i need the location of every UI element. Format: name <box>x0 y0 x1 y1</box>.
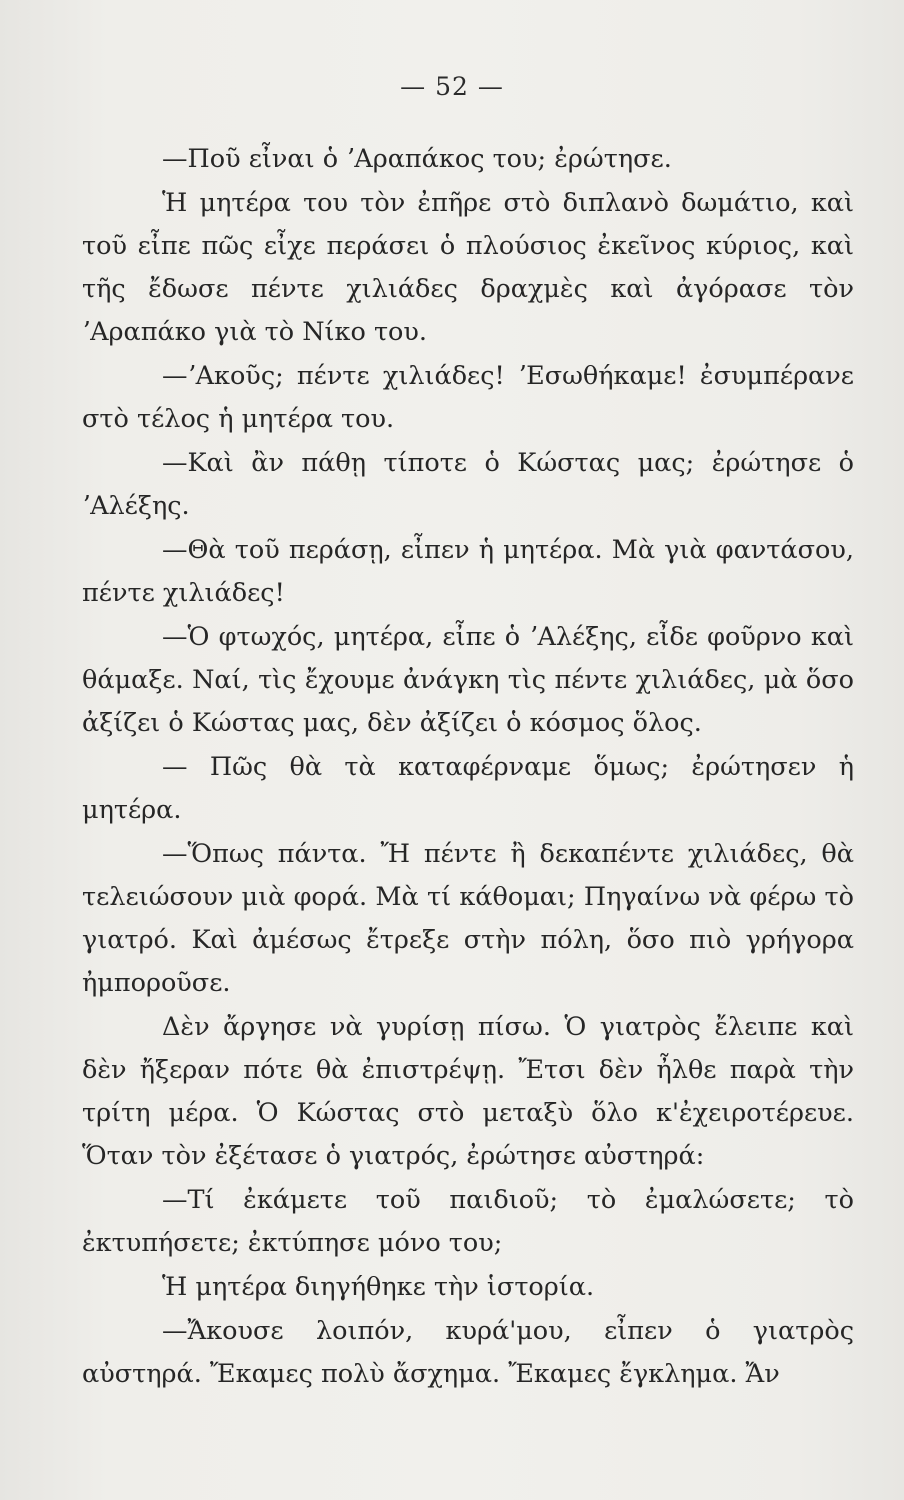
paragraph: —Τί ἐκάμετε τοῦ παιδιοῦ; τὸ ἐμαλώσετε; τὸ ἐκτυπήσετε; ἐκτύπησε μόνο του; <box>82 1185 854 1258</box>
paragraph: —Ὁ φτωχός, μητέρα, εἶπε ὁ ʼΑλέξης, εἶδε φοῦρνο καὶ θάμαξε. Ναί, τὶς ἔχουμε ἀνάγκη τὶς πέντε χιλιάδες, μὰ ὅσο ἀξίζει ὁ Κώστας μας, δὲν ἀξίζει ὁ κόσμος ὅλος. <box>82 622 854 738</box>
paragraph: Δὲν ἄργησε νὰ γυρίσῃ πίσω. Ὁ γιατρὸς ἔλειπε καὶ δὲν ἤξεραν πότε θὰ ἐπιστρέψῃ. Ἔτσι δὲν ἦλθε παρὰ τὴν τρίτη μέρα. Ὁ Κώστας στὸ μεταξὺ ὅλο κ'ἐχειροτέρευε. Ὅταν τὸν ἐξέτασε ὁ γιατρός, ἐρώτησε αὐστηρά: <box>82 1012 854 1171</box>
paragraph: — Πῶς θὰ τὰ καταφέρναμε ὅμως; ἐρώτησεν ἡ μητέρα. <box>82 752 854 825</box>
paragraph: —ʼΑκοῦς; πέντε χιλιάδες! ʼΕσωθήκαμε! ἐσυμπέρανε στὸ τέλος ἡ μητέρα του. <box>82 361 854 434</box>
paragraph: Ἡ μητέρα του τὸν ἐπῆρε στὸ διπλανὸ δωμάτιο, καὶ τοῦ εἶπε πῶς εἶχε περάσει ὁ πλούσιος ἐκεῖνος κύριος, καὶ τῆς ἔδωσε πέντε χιλιάδες δραχμὲς καὶ ἀγόρασε τὸν ʼΑραπάκο γιὰ τὸ Νίκο του. <box>82 188 854 347</box>
paragraph: —Ποῦ εἶναι ὁ ʼΑραπάκος του; ἐρώτησε. <box>162 144 672 174</box>
paragraph: —Ἄκουσε λοιπόν, κυρά'μου, εἶπεν ὁ γιατρὸς αὐστηρά. Ἔκαμες πολὺ ἄσχημα. Ἔκαμες ἔγκλημα. Ἄν <box>82 1316 854 1389</box>
paragraph: —Καὶ ἂν πάθῃ τίποτε ὁ Κώστας μας; ἐρώτησε ὁ ʼΑλέξης. <box>82 448 854 521</box>
body-text <box>82 138 854 1396</box>
paragraph: —Ὅπως πάντα. Ἤ πέντε ἢ δεκαπέντε χιλιάδες, θὰ τελειώσουν μιὰ φορά. Μὰ τί κάθομαι; Πηγαίνω νὰ φέρω τὸ γιατρό. Καὶ ἀμέσως ἔτρεξε στὴν πόλη, ὅσο πιὸ γρήγορα ἠμποροῦσε. <box>82 839 854 998</box>
paragraph: —Θὰ τοῦ περάσῃ, εἶπεν ἡ μητέρα. Μὰ γιὰ φαντάσου, πέντε χιλιάδες! <box>82 535 854 608</box>
page-number: — 52 — <box>400 72 504 101</box>
paragraph: Ἡ μητέρα διηγήθηκε τὴν ἱστορία. <box>162 1272 595 1302</box>
